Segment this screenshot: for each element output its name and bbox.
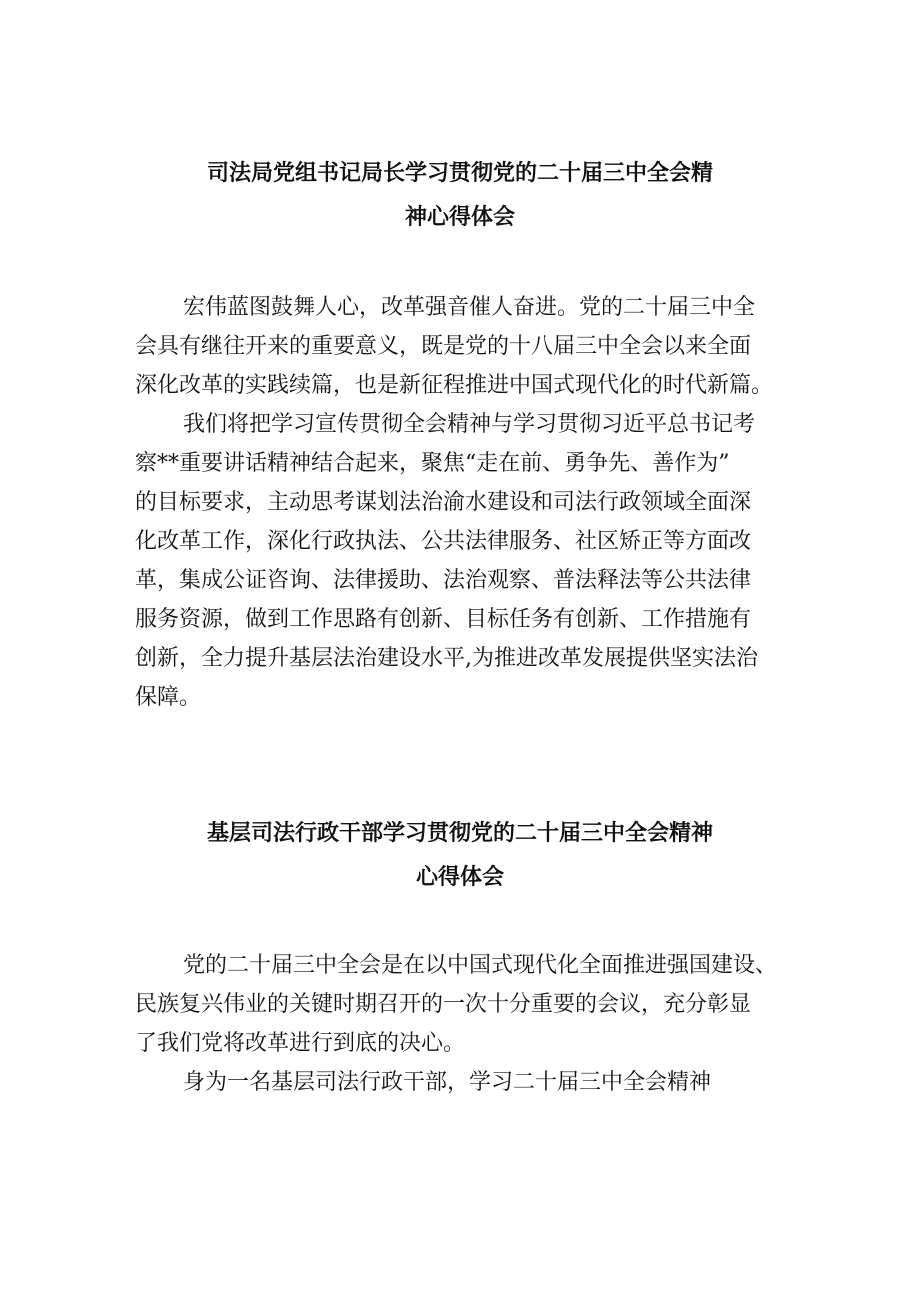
section2-title [110, 812, 810, 900]
paragraph-line: 保障。 [135, 685, 202, 710]
section2-paragraph-1 [135, 946, 800, 1063]
paragraph-line: 会具有继往开来的重要意义，既是党的十八届三中全会以来全面 [135, 334, 752, 359]
paragraph-line: 党的二十届三中全会是在以中国式现代化全面推进强国建设、 [183, 953, 778, 978]
paragraph-line: 民族复兴伟业的关键时期召开的一次十分重要的会议，充分彰显 [135, 992, 752, 1017]
paragraph-line: 我们将把学习宣传贯彻全会精神与学习贯彻习近平总书记考 [183, 412, 756, 437]
section1-title [110, 152, 810, 240]
paragraph-line: 深化改革的实践续篇，也是新征程推进中国式现代化的时代新篇。 [135, 373, 774, 398]
section1-title-line: 神心得体会 [404, 205, 515, 230]
section2-paragraph-2 [135, 1063, 800, 1102]
paragraph-line: 创新，全力提升基层法治建设水平,为推进改革发展提供坚实法治 [135, 646, 758, 671]
section1-paragraph-1 [135, 288, 800, 405]
section1-title-line: 司法局党组书记局长学习贯彻党的二十届三中全会精 [206, 161, 713, 186]
paragraph-line: 身为一名基层司法行政干部，学习二十届三中全会精神 [183, 1070, 712, 1095]
paragraph-line: 化改革工作，深化行政执法、公共法律服务、社区矫正等方面改 [135, 529, 752, 554]
paragraph-line: 了我们党将改革进行到底的决心。 [135, 1031, 466, 1056]
section2-title-line: 心得体会 [415, 865, 504, 890]
paragraph-line: 宏伟蓝图鼓舞人心，改革强音催人奋进。党的二十届三中全 [183, 295, 756, 320]
paragraph-line: 革，集成公证咨询、法律援助、法治观察、普法释法等公共法律 [135, 568, 752, 593]
paragraph-line: 的目标要求，主动思考谋划法治渝水建设和司法行政领域全面深 [135, 490, 752, 515]
section2-title-line: 基层司法行政干部学习贯彻党的二十届三中全会精神 [206, 821, 713, 846]
paragraph-line: 察**重要讲话精神结合起来，聚焦“走在前、勇争先、善作为” [135, 451, 730, 476]
paragraph-line: 服务资源，做到工作思路有创新、目标任务有创新、工作措施有 [135, 607, 752, 632]
section1-paragraph-2 [135, 405, 800, 717]
